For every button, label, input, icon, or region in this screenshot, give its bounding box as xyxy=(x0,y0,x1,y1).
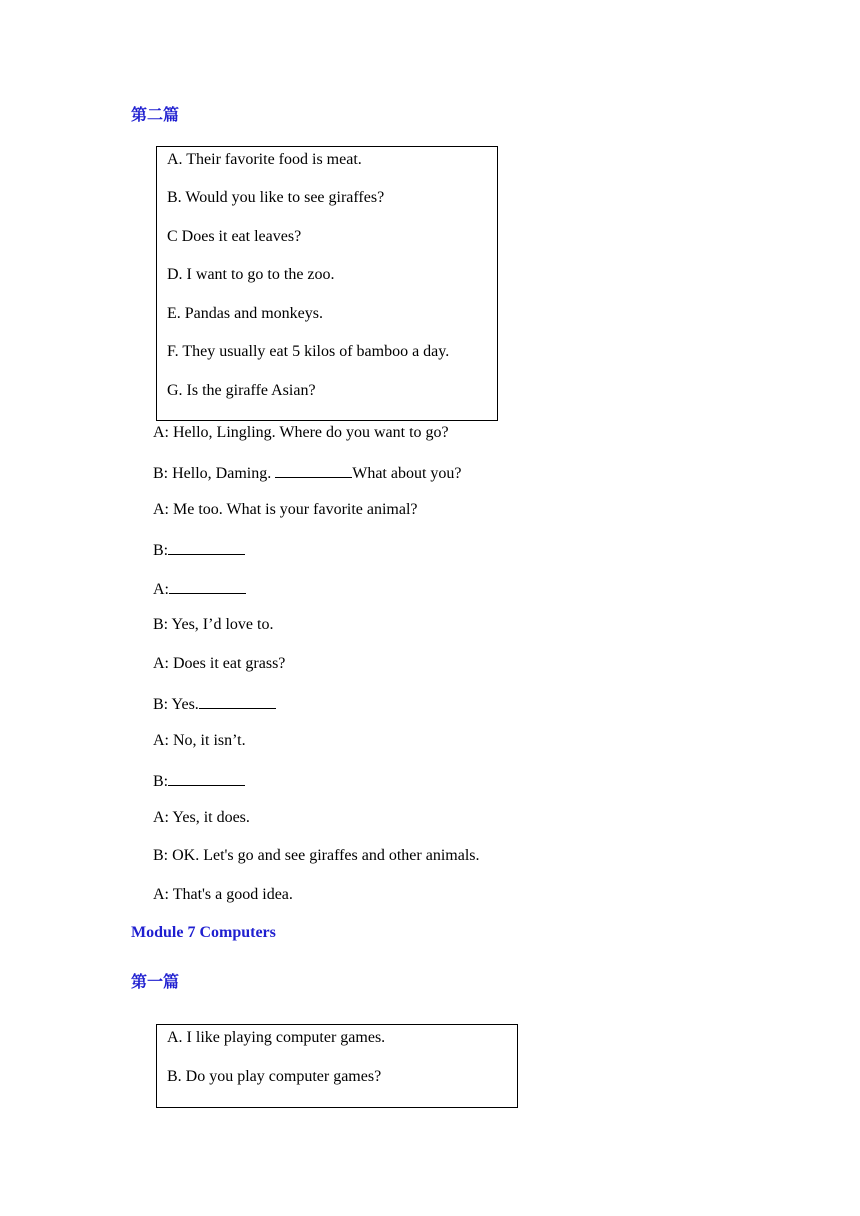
option-b: B. Would you like to see giraffes? xyxy=(167,189,385,206)
option-e: E. Pandas and monkeys. xyxy=(167,305,323,322)
section-heading-1: 第二篇 xyxy=(131,107,180,124)
dialogue-line: B: Hello, Daming. What about you? xyxy=(153,461,462,484)
answer-blank[interactable] xyxy=(168,769,245,786)
options-box-1 xyxy=(156,146,498,421)
dialogue-line: B: OK. Let's go and see giraffes and other animals. xyxy=(153,847,480,864)
option-a: A. Their favorite food is meat. xyxy=(167,151,362,168)
option-d: D. I want to go to the zoo. xyxy=(167,266,335,283)
option-b: B. Do you play computer games? xyxy=(167,1068,382,1085)
answer-blank[interactable] xyxy=(275,461,352,478)
answer-blank[interactable] xyxy=(168,538,245,555)
dialogue-line: A: Does it eat grass? xyxy=(153,655,286,672)
answer-blank[interactable] xyxy=(169,577,246,594)
options-box-2 xyxy=(156,1024,518,1108)
option-a: A. I like playing computer games. xyxy=(167,1029,386,1046)
dialogue-line: A: Me too. What is your favorite animal? xyxy=(153,501,418,518)
option-g: G. Is the giraffe Asian? xyxy=(167,382,316,399)
dialogue-line: B: xyxy=(153,538,245,561)
dialogue-line: A: No, it isn’t. xyxy=(153,732,246,749)
dialogue-line: A: xyxy=(153,577,246,600)
dialogue-line: B: xyxy=(153,769,245,792)
answer-blank[interactable] xyxy=(199,692,276,709)
dialogue-line: A: Yes, it does. xyxy=(153,809,250,826)
dialogue-line: A: That's a good idea. xyxy=(153,886,293,903)
dialogue-line: B: Yes. xyxy=(153,692,276,715)
option-c: C Does it eat leaves? xyxy=(167,228,302,245)
section-heading-2: 第一篇 xyxy=(131,974,180,991)
dialogue-line: B: Yes, I’d love to. xyxy=(153,616,274,633)
dialogue-line: A: Hello, Lingling. Where do you want to go? xyxy=(153,424,449,441)
option-f: F. They usually eat 5 kilos of bamboo a day. xyxy=(167,343,450,360)
module-title: Module 7 Computers xyxy=(131,924,276,941)
